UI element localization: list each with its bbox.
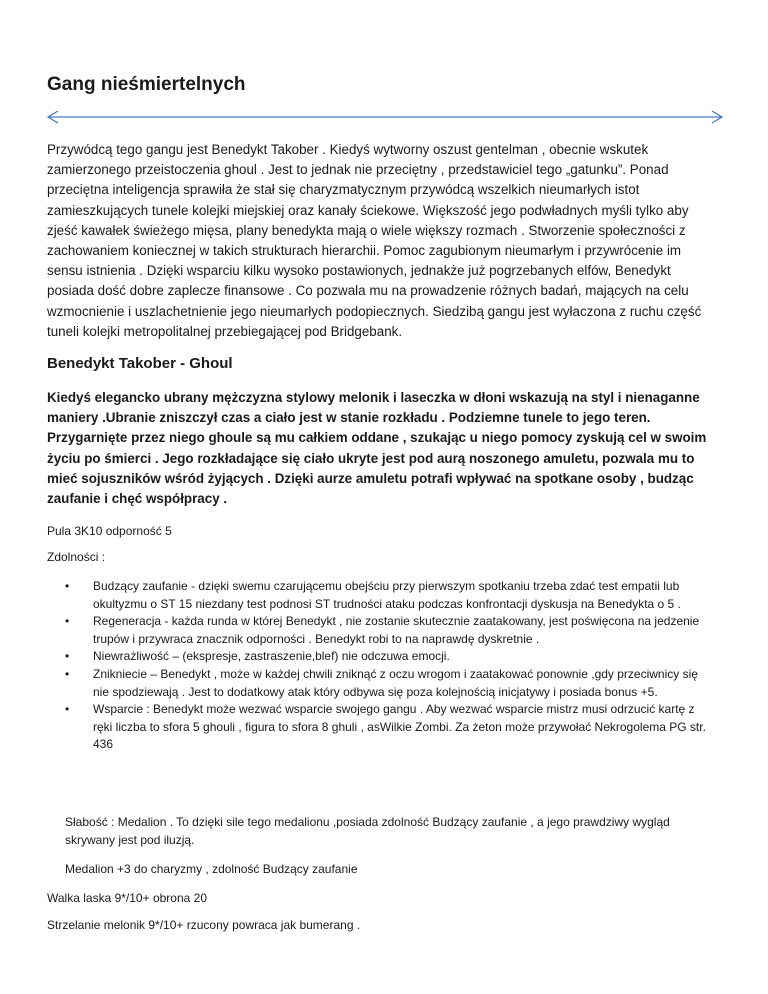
abilities-list: [47, 578, 707, 754]
melee-stat: Walka laska 9*/10+ obrona 20: [47, 891, 207, 905]
ranged-stat: Strzelanie melonik 9*/10+ rzucony powraca jak bumerang .: [47, 918, 361, 932]
weakness-text: Słabość : Medalion . To dzięki sile tego medalionu ,posiada zdolność Budzący zaufanie , a jego prawdziwy wygląd skrywany jest pod iluzją.: [65, 815, 670, 847]
abilities-label: Zdolności :: [47, 550, 106, 564]
character-description: Kiedyś elegancko ubrany mężczyzna stylowy melonik i laseczka w dłoni wskazują na styl i nienaganne maniery .Ubranie zniszczył czas a ciało jest w stanie rozkładu . Podziemne tunele to jego teren. Przygarnięte przez niego ghoule są mu całkiem oddane , szukając u niego pomocy zyskują cel w swoim życiu po śmierci . Jego rozkładające się ciało ukryte jest pod aurą noszonego amuletu, pozwala mu to mieć sojuszników wśród żyjących . Dzięki aurze amuletu potrafi wpływać na spotkane osoby , budząc zaufanie i chęć współpracy .: [47, 390, 707, 507]
list-item: • Regeneracja - każda runda w której Benedykt , nie zostanie skutecznie zaatakowany, jest poświęcona na jedzenie trupów i przywraca znacznik odporności . Benedykt robi to na naprawdę dyskretnie .: [65, 614, 700, 646]
list-item: • Budzący zaufanie - dzięki swemu czarującemu obejściu przy pierwszym spotkaniu trzeba zdać test empatii lub okultyzmu o ST 15 niezdany test podnosi ST trudności ataku podczas konfrontacji dyskusja na Benedykta o 5 .: [65, 579, 681, 611]
intro-paragraph: Przywódcą tego gangu jest Benedykt Takober . Kiedyś wytworny oszust gentelman , obecnie wskutek zamierzonego przeistoczenia ghoul . Jest to jednak nie przeciętny , przedstawiciel tego „gatunku”. Ponad przeciętna inteligencja sprawiła że stał się charyzmatycznym przywódcą wszelkich nieumarłych istot zamieszkujących tunele kolejki miejskiej oraz kanały ściekowe. Większość jego podwładnych myśli tylko aby zjeść kawałek świeżego mięsa, plany benedykta mają o wiele większy rozmach . Stworzenie społeczności z zachowaniem koniecznej w takich strukturach hierarchii. Pomoc zagubionym nieumarłym i przywrócenie im sensu istnienia . Dzięki wsparciu kilku wysoko postawionych, jednakże już pogrzebanych elfów, Benedykt posiada dość dobre zaplecze finansowe . Co pozwala mu na prowadzenie różnych badań, mających na celu wzmocnienie i uszlachetnienie jego nieumarłych podopiecznych. Siedzibą gangu jest wyłaczona z ruchu część tuneli kolejki metropolitalnej przebiegającej pod Bridgebank.: [47, 142, 702, 339]
list-item: • Znikniecie – Benedykt , może w każdej chwili zniknąć z oczu wrogom i zaatakować ponownie ,gdy przeciwnicy się nie spodziewają . Jest to dodatkowy atak który odbywa się poza kolejnością inicjatywy i posiada bonus +5.: [65, 666, 698, 699]
double-arrow-divider: [44, 108, 726, 126]
pool-stat: Pula 3K10 odporność 5: [47, 524, 172, 538]
list-item: • Wsparcie : Benedykt może wezwać wsparcie swojego gangu . Aby wezwać wsparcie mistrz musi odrzucić kartę z ręki liczba to sfora 5 ghouli , figura to sfora 8 ghuli , asWilkie Zombi. Za żeton może przywołać Nekrogolema PG str. 436: [65, 702, 706, 752]
document-title: Gang nieśmiertelnych: [47, 74, 246, 95]
medallion-text: Medalion +3 do charyzmy , zdolność Budzący zaufanie: [65, 862, 358, 876]
character-heading: Benedykt Takober - Ghoul: [47, 355, 233, 372]
list-item: • Niewrażliwość – (ekspresje, zastraszenie,blef) nie odczuwa emocji.: [65, 649, 450, 664]
